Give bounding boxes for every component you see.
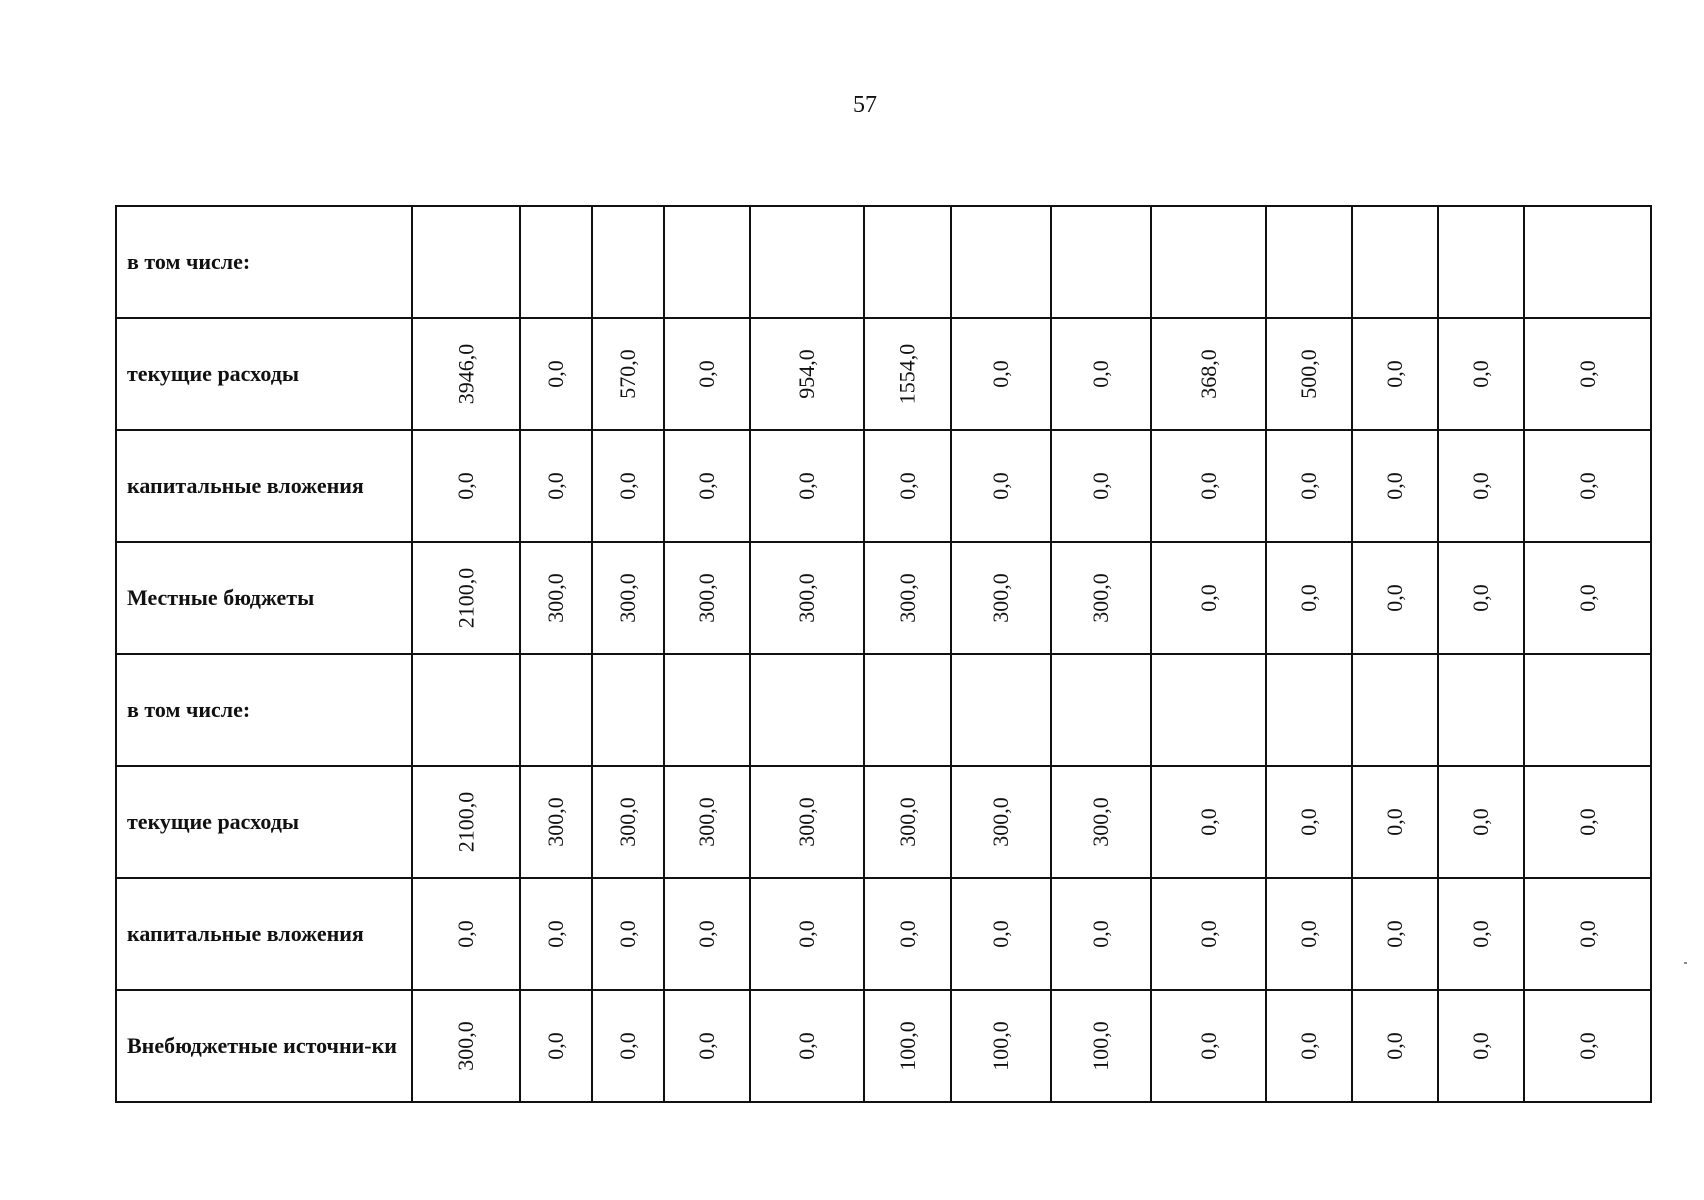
value-cell bbox=[1438, 990, 1524, 1102]
cell-value: 0,0 bbox=[1468, 584, 1493, 612]
value-cell bbox=[750, 318, 864, 430]
cell-value: 300,0 bbox=[1088, 573, 1113, 623]
value-cell bbox=[412, 654, 520, 766]
value-cell bbox=[1352, 542, 1438, 654]
value-cell bbox=[664, 990, 750, 1102]
row-label: капитальные вложения bbox=[116, 878, 412, 990]
value-cell bbox=[1051, 990, 1151, 1102]
cell-value: 300,0 bbox=[988, 797, 1013, 847]
value-cell bbox=[592, 542, 664, 654]
value-cell bbox=[1151, 654, 1266, 766]
value-cell bbox=[520, 542, 592, 654]
cell-value: 500,0 bbox=[1296, 349, 1321, 399]
row-label: Местные бюджеты bbox=[116, 542, 412, 654]
value-cell bbox=[1151, 990, 1266, 1102]
budget-table bbox=[115, 205, 1652, 1103]
value-cell bbox=[1352, 318, 1438, 430]
cell-value: 0,0 bbox=[694, 360, 719, 388]
cell-value: 0,0 bbox=[615, 472, 640, 500]
row-label: Внебюджетные источни-ки bbox=[116, 990, 412, 1102]
cell-value: 0,0 bbox=[694, 1032, 719, 1060]
value-cell bbox=[1151, 318, 1266, 430]
value-cell bbox=[1352, 430, 1438, 542]
value-cell bbox=[664, 654, 750, 766]
value-cell bbox=[1151, 430, 1266, 542]
cell-value: 0,0 bbox=[1382, 808, 1407, 836]
value-cell bbox=[592, 878, 664, 990]
cell-value: 300,0 bbox=[794, 797, 819, 847]
value-cell bbox=[520, 206, 592, 318]
value-cell bbox=[412, 542, 520, 654]
value-cell bbox=[750, 430, 864, 542]
cell-value: 300,0 bbox=[894, 797, 920, 847]
value-cell bbox=[1051, 206, 1151, 318]
cell-value: 570,0 bbox=[615, 349, 640, 399]
cell-value: 0,0 bbox=[794, 920, 819, 948]
cell-value: 0,0 bbox=[615, 920, 640, 948]
cell-value: 0,0 bbox=[1574, 920, 1600, 948]
value-cell bbox=[1151, 878, 1266, 990]
cell-value: 0,0 bbox=[1296, 584, 1321, 612]
value-cell bbox=[864, 654, 951, 766]
value-cell bbox=[864, 206, 951, 318]
value-cell bbox=[750, 766, 864, 878]
value-cell bbox=[951, 766, 1051, 878]
value-cell bbox=[951, 990, 1051, 1102]
cell-value: 0,0 bbox=[694, 920, 719, 948]
row-label: в том числе: bbox=[116, 206, 412, 318]
cell-value: 0,0 bbox=[1296, 472, 1321, 500]
cell-value: 0,0 bbox=[1195, 1032, 1221, 1060]
value-cell bbox=[520, 878, 592, 990]
value-cell bbox=[1438, 430, 1524, 542]
cell-value: 0,0 bbox=[1574, 808, 1600, 836]
cell-value: 0,0 bbox=[794, 1032, 819, 1060]
cell-value: 300,0 bbox=[794, 573, 819, 623]
value-cell bbox=[664, 430, 750, 542]
cell-value: 0,0 bbox=[1468, 472, 1493, 500]
cell-value: 300,0 bbox=[615, 573, 640, 623]
value-cell bbox=[1266, 318, 1352, 430]
cell-value: 300,0 bbox=[543, 573, 568, 623]
value-cell bbox=[1051, 654, 1151, 766]
value-cell bbox=[864, 430, 951, 542]
value-cell bbox=[864, 318, 951, 430]
row-label: текущие расходы bbox=[116, 318, 412, 430]
cell-value: 0,0 bbox=[1574, 472, 1600, 500]
value-cell bbox=[1051, 766, 1151, 878]
value-cell bbox=[1051, 878, 1151, 990]
value-cell bbox=[592, 430, 664, 542]
cell-value: 0,0 bbox=[1088, 360, 1113, 388]
value-cell bbox=[520, 430, 592, 542]
value-cell bbox=[750, 654, 864, 766]
value-cell bbox=[1352, 654, 1438, 766]
value-cell bbox=[1051, 318, 1151, 430]
cell-value: 0,0 bbox=[794, 472, 819, 500]
value-cell bbox=[1524, 430, 1651, 542]
cell-value: 0,0 bbox=[453, 920, 478, 948]
cell-value: 0,0 bbox=[1382, 472, 1407, 500]
table-row bbox=[116, 318, 1651, 430]
value-cell bbox=[664, 318, 750, 430]
value-cell bbox=[664, 542, 750, 654]
value-cell bbox=[1151, 206, 1266, 318]
cell-value: 100,0 bbox=[894, 1021, 920, 1071]
cell-value: 300,0 bbox=[543, 797, 568, 847]
cell-value: 0,0 bbox=[453, 472, 478, 500]
cell-value: 300,0 bbox=[615, 797, 640, 847]
table-row bbox=[116, 542, 1651, 654]
value-cell bbox=[412, 766, 520, 878]
cell-value: 0,0 bbox=[1195, 920, 1221, 948]
value-cell bbox=[1352, 206, 1438, 318]
cell-value: 368,0 bbox=[1195, 349, 1221, 399]
cell-value: 0,0 bbox=[1574, 1032, 1600, 1060]
value-cell bbox=[951, 430, 1051, 542]
value-cell bbox=[1352, 878, 1438, 990]
cell-value: 0,0 bbox=[1468, 360, 1493, 388]
value-cell bbox=[1438, 654, 1524, 766]
value-cell bbox=[664, 766, 750, 878]
cell-value: 0,0 bbox=[1574, 584, 1600, 612]
table-row bbox=[116, 990, 1651, 1102]
table-row bbox=[116, 430, 1651, 542]
page-number: 57 bbox=[853, 92, 877, 118]
value-cell bbox=[592, 654, 664, 766]
value-cell bbox=[951, 206, 1051, 318]
value-cell bbox=[412, 206, 520, 318]
value-cell bbox=[951, 318, 1051, 430]
value-cell bbox=[1524, 542, 1651, 654]
value-cell bbox=[1051, 430, 1151, 542]
value-cell bbox=[1438, 206, 1524, 318]
value-cell bbox=[951, 654, 1051, 766]
value-cell bbox=[864, 542, 951, 654]
cell-value: 300,0 bbox=[694, 797, 719, 847]
cell-value: 0,0 bbox=[1088, 472, 1113, 500]
cell-value: 0,0 bbox=[1382, 1032, 1407, 1060]
value-cell bbox=[1352, 766, 1438, 878]
value-cell bbox=[1266, 430, 1352, 542]
value-cell bbox=[1266, 990, 1352, 1102]
value-cell bbox=[1524, 766, 1651, 878]
value-cell bbox=[1524, 206, 1651, 318]
value-cell bbox=[750, 542, 864, 654]
value-cell bbox=[412, 990, 520, 1102]
cell-value: 0,0 bbox=[988, 360, 1013, 388]
cell-value: 3946,0 bbox=[453, 343, 478, 405]
value-cell bbox=[864, 766, 951, 878]
value-cell bbox=[1438, 766, 1524, 878]
cell-value: 0,0 bbox=[1296, 808, 1321, 836]
value-cell bbox=[1524, 878, 1651, 990]
cell-value: 0,0 bbox=[543, 360, 568, 388]
cell-value: 0,0 bbox=[1195, 808, 1221, 836]
cell-value: 0,0 bbox=[1382, 584, 1407, 612]
cell-value: 300,0 bbox=[894, 573, 920, 623]
cell-value: 0,0 bbox=[1468, 920, 1493, 948]
value-cell bbox=[1051, 542, 1151, 654]
cell-value: 0,0 bbox=[894, 472, 920, 500]
value-cell bbox=[1524, 654, 1651, 766]
row-label: капитальные вложения bbox=[116, 430, 412, 542]
cell-value: 0,0 bbox=[543, 1032, 568, 1060]
value-cell bbox=[951, 542, 1051, 654]
cell-value: 300,0 bbox=[694, 573, 719, 623]
cell-value: 0,0 bbox=[1088, 920, 1113, 948]
value-cell bbox=[1266, 542, 1352, 654]
cell-value: 0,0 bbox=[543, 920, 568, 948]
value-cell bbox=[592, 318, 664, 430]
row-label: в том числе: bbox=[116, 654, 412, 766]
value-cell bbox=[1266, 206, 1352, 318]
cell-value: 0,0 bbox=[988, 920, 1013, 948]
value-cell bbox=[1438, 878, 1524, 990]
value-cell bbox=[951, 878, 1051, 990]
cell-value: 0,0 bbox=[1574, 360, 1600, 388]
value-cell bbox=[520, 990, 592, 1102]
value-cell bbox=[520, 766, 592, 878]
value-cell bbox=[412, 318, 520, 430]
value-cell bbox=[412, 430, 520, 542]
table-row bbox=[116, 206, 1651, 318]
cell-value: 0,0 bbox=[1296, 1032, 1321, 1060]
value-cell bbox=[592, 206, 664, 318]
value-cell bbox=[520, 654, 592, 766]
cell-value: 100,0 bbox=[1088, 1021, 1113, 1071]
cell-value: 0,0 bbox=[1195, 584, 1221, 612]
value-cell bbox=[592, 766, 664, 878]
cell-value: 954,0 bbox=[794, 349, 819, 399]
cell-value: 300,0 bbox=[453, 1021, 478, 1071]
value-cell bbox=[750, 990, 864, 1102]
table-row bbox=[116, 654, 1651, 766]
cell-value: 0,0 bbox=[1468, 1032, 1493, 1060]
value-cell bbox=[1352, 990, 1438, 1102]
value-cell bbox=[1438, 318, 1524, 430]
cell-value: 0,0 bbox=[615, 1032, 640, 1060]
cell-value: 1554,0 bbox=[894, 343, 920, 405]
cell-value: 0,0 bbox=[1468, 808, 1493, 836]
value-cell bbox=[412, 878, 520, 990]
cell-value: 0,0 bbox=[694, 472, 719, 500]
value-cell bbox=[1266, 878, 1352, 990]
cell-value: 2100,0 bbox=[453, 567, 478, 629]
cell-value: 300,0 bbox=[988, 573, 1013, 623]
value-cell bbox=[1524, 318, 1651, 430]
cell-value: 0,0 bbox=[1382, 360, 1407, 388]
cell-value: 100,0 bbox=[988, 1021, 1013, 1071]
value-cell bbox=[1524, 990, 1651, 1102]
value-cell bbox=[664, 206, 750, 318]
value-cell bbox=[1438, 542, 1524, 654]
value-cell bbox=[1151, 542, 1266, 654]
cell-value: 300,0 bbox=[1088, 797, 1113, 847]
cell-value: 0,0 bbox=[1296, 920, 1321, 948]
value-cell bbox=[750, 878, 864, 990]
scan-speck bbox=[1684, 962, 1687, 964]
value-cell bbox=[750, 206, 864, 318]
table-row bbox=[116, 878, 1651, 990]
value-cell bbox=[864, 990, 951, 1102]
table-body bbox=[116, 206, 1651, 1102]
value-cell bbox=[520, 318, 592, 430]
cell-value: 0,0 bbox=[1382, 920, 1407, 948]
table-row bbox=[116, 766, 1651, 878]
value-cell bbox=[1151, 766, 1266, 878]
row-label: текущие расходы bbox=[116, 766, 412, 878]
value-cell bbox=[664, 878, 750, 990]
cell-value: 0,0 bbox=[894, 920, 920, 948]
value-cell bbox=[1266, 654, 1352, 766]
cell-value: 2100,0 bbox=[453, 791, 478, 853]
cell-value: 0,0 bbox=[543, 472, 568, 500]
value-cell bbox=[1266, 766, 1352, 878]
cell-value: 0,0 bbox=[1195, 472, 1221, 500]
value-cell bbox=[592, 990, 664, 1102]
value-cell bbox=[864, 878, 951, 990]
cell-value: 0,0 bbox=[988, 472, 1013, 500]
